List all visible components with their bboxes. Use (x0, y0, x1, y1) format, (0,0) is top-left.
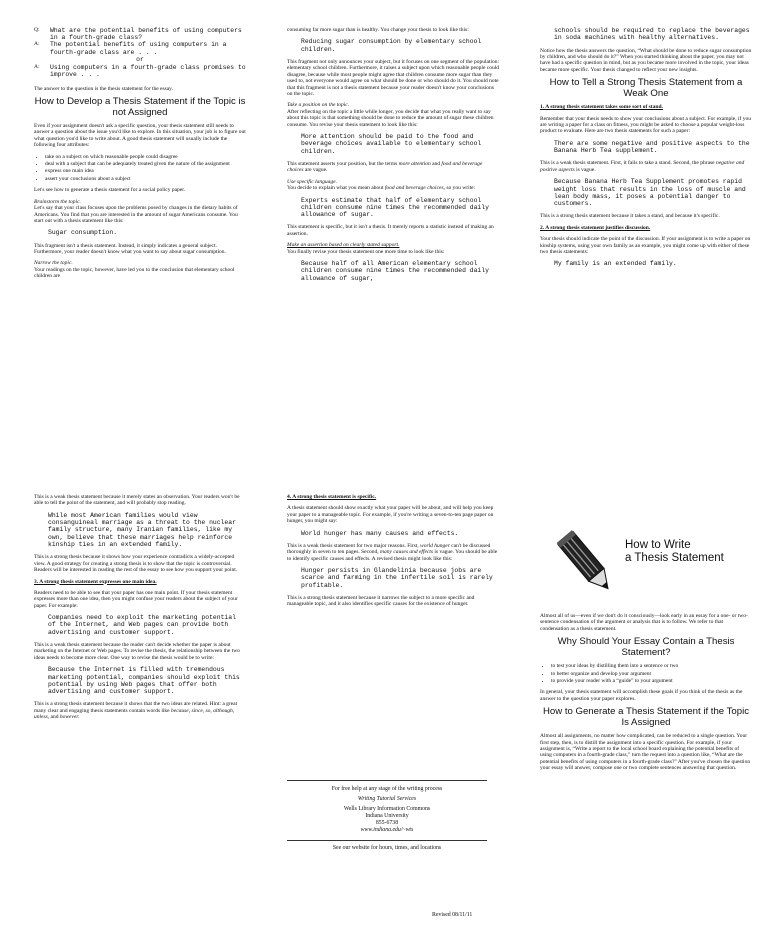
footer-line: See our website for hours, times, and locations (332, 845, 442, 851)
list-item: • take on a subject on which reasonable people could disagree (45, 154, 246, 160)
heading-why: Why Should Your Essay Contain a Thesis Statement? (557, 636, 735, 658)
heading-develop: How to Develop a Thesis Statement if the Topic is not Assigned (34, 96, 246, 118)
example-thesis: While most American families would view consanguineal marriage as a threat to the nuclear family structure, many Iranian families, like my own, believe that these marriages help reinforce kinship ties in an extended family. (48, 511, 236, 548)
paragraph: Almost all of us—even if we don't do it consciously—look early in an essay for a one- or two-sentence condensation of the argument or analysis that is to follow. We refer to that condensation as a thesis statement. (540, 613, 748, 632)
paragraph: This is a strong thesis statement because it takes a stand, and because it's specific. (540, 213, 720, 220)
paragraph (287, 185, 499, 191)
heading-strong-weak: How to Tell a Strong Thesis Statement from a Weak One (549, 77, 743, 99)
italic-span: many causes and effects (380, 549, 434, 556)
text-span: is vague. You should be able to identify specific causes and effects. A revised thesis might look like this: (287, 549, 498, 562)
reasons-list (540, 663, 752, 684)
example-thesis: There are some negative and positive aspects to the Banana Herb Tea supplement. (554, 139, 750, 155)
paragraph: This fragment isn't a thesis statement. Instead, it simply indicates a general subject. Furthermore, your reader doesn't know what you want to say about sugar consumption. (34, 242, 226, 256)
column-4 (34, 494, 246, 726)
text-span: and (430, 160, 442, 167)
revised-date: Revised 08/11/11 (432, 912, 473, 918)
paragraph: Let's say that your class focuses upon the problems posed by changes in the dietary habits of Americans. You find that you are interested in the amount of sugar Americans consume. You start out with a thesis statement like this: (34, 205, 238, 224)
paragraph: A thesis statement should show exactly what your paper will be about, and will help you keep your paper to a manageable topic. For example, if you're writing a seven-to-ten page paper on hunger, you might say: (287, 505, 494, 525)
a2-text: Using computers in a fourth-grade class promises to improve . . . (50, 64, 246, 79)
italic-span: because, since, so, although, unless, (34, 707, 235, 721)
example-thesis: World hunger has many causes and effects. (301, 529, 459, 537)
example-thesis: Because the Internet is filled with tremendous marketing potential, companies should exploit this potential by using Web pages that offer both advertising and customer support. (48, 666, 240, 696)
text-span: You decide to explain what you mean about (287, 185, 385, 192)
footer-org: Writing Tutorial Services (357, 796, 417, 802)
paragraph: You finally revise your thesis statement one more time to look like this: (287, 248, 445, 255)
a1-text: The potential benefits of using computers in a fourth-grade class are . . . (50, 41, 227, 56)
footer-line: Indiana University (365, 813, 409, 819)
paragraph: This is a strong thesis statement because it narrows the subject to a more specific and manageable topic, and it also identifies specific causes for the existence of hunger. (287, 595, 475, 608)
paragraph: consuming far more sugar than is healthy. You change your thesis to look like this: (287, 27, 469, 33)
clear-label: Make an assertion based on clearly stated support. (287, 242, 400, 249)
text-span: , so you write: (443, 185, 476, 192)
title-line: How to Write (625, 539, 691, 551)
example-thesis: Because half of all American elementary school children consume nine times the recommended daily allowance of sugar, (301, 260, 489, 282)
text-span: can't be discussed thoroughly in seven to ten pages. Second, (287, 542, 491, 556)
doc-title (625, 539, 724, 564)
italic-span: food and beverage choices (384, 185, 444, 192)
specific-label: Use specific language. (287, 178, 337, 185)
paragraph (34, 701, 246, 720)
divider (287, 780, 487, 781)
paragraph: This is a weak thesis statement because the reader can't decide whether the paper is about marketing on the Internet or Web pages. To revise the thesis, the relationship between the two ideas needs to become more clear. One way to revise the thesis would be to write: (34, 642, 240, 661)
example-thesis: My family is an extended family. (554, 260, 677, 268)
footer-url[interactable]: www.indiana.edu/~wts (360, 827, 414, 833)
column-3 (540, 27, 752, 274)
subheading: 3. A strong thesis statement expresses one main idea. (34, 578, 157, 585)
paragraph: Let's see how to generate a thesis statement for a social policy paper. (34, 187, 186, 194)
text-span: This is a weak thesis statement for two major reasons. First, (287, 542, 421, 549)
example-thesis: schools should be required to replace the beverages in soda machines with healthy alternatives. (554, 27, 750, 42)
text-span: is vague. (574, 166, 596, 173)
list-item: • to better organize and develop your argument (551, 671, 752, 677)
example-thesis: Because Banana Herb Tea Supplement promotes rapid weight loss that results in the loss of muscle and lean body mass, it poses a potential danger to customers. (554, 178, 746, 208)
example-thesis: Experts estimate that half of elementary school children consume nine times the recommended daily allowance of sugar. (301, 196, 489, 219)
list-item: • to test your ideas by distilling them into a sentence or two (551, 663, 752, 669)
attributes-list (34, 154, 246, 183)
text-span: This is a weak thesis statement. First, it fails to take a stand. Second, the phrase (540, 160, 716, 167)
paragraph: Readers need to be able to see that your paper has one main point. If your thesis statement expresses more than one idea, then you might confuse your readers about the subject of your paper. For example: (34, 589, 238, 609)
paragraph: Almost all assignments, no matter how complicated, can be reduced to a single question. Your first step, then, is to distill the assignment into a specific question. For example, if your assignment is, “Write a report to the local school board explaining the potential benefits of using computers in a fourth-grade class,” turn the request into a question like, “What are the potential benefits of using computers in a fourth-grade class?” After you've chosen the question your essay will answer, compose one or two complete sentences answering that question. (540, 733, 751, 772)
narrow-label: Narrow the topic. (34, 260, 73, 267)
title-line: a Thesis Statement (625, 551, 724, 564)
text-span: This statement asserts your position, but the terms (287, 160, 399, 167)
list-item: • assert your conclusions about a subject (45, 176, 246, 182)
example-thesis: More attention should be paid to the food and beverage choices available to elementary school children. (301, 133, 482, 155)
paragraph: Your thesis should indicate the point of the discussion. If your assignment is to write a paper on kinship systems, using your own family as an example, you might come up with either of these two thesis statements: (540, 236, 751, 256)
paragraph: Even if your assignment doesn't ask a specific question, your thesis statement still needs to answer a question about the issue you'd like to explore. In this situation, your job is to figure out what question you'd like to write about. A good thesis statement will usually include the following four attributes: (34, 123, 246, 149)
paragraph (540, 160, 752, 173)
text-span: and (49, 714, 60, 721)
column-5 (287, 494, 499, 613)
example-thesis: Reducing sugar consumption by elementary school children. (301, 38, 482, 53)
example-thesis: Sugar consumption. (48, 229, 118, 237)
italic-span: more attention (398, 160, 431, 167)
paragraph: Notice how the thesis answers the question, “What should be done to reduce sugar consumption by children, and who should do it?” When you started thinking about the paper, you may not have had a specific question in mind, but as you became more involved in the topic, your ideas became more specific. Your thesis changed to reflect your new insights. (540, 47, 752, 73)
italic-span: however. (59, 714, 80, 721)
column-1 (34, 27, 246, 285)
paragraph: After reflecting on the topic a little while longer, you decide that what you really want to say about this topic is that something should be done to reduce the amount of sugar these children consume. You revise your thesis statement to look like this: (287, 108, 494, 128)
paragraph: Remember that your thesis needs to show your conclusions about a subject. For example, if you are writing a paper for a class on fitness, you might be asked to choose a popular weight-loss product to evaluate. Here are two thesis statements for such a paper: (540, 115, 751, 135)
text-span: This is a strong thesis statement because it shows that the two ideas are related. Hint: a great many clear and engaging thesis statements contain words like (34, 701, 238, 714)
q-label: Q: (34, 27, 40, 33)
q-text: What are the potential benefits of using computers in a fourth-grade class? (50, 27, 242, 42)
list-item: • to provide your reader with a “guide” to your argument (551, 678, 752, 684)
list-item: • deal with a subject that can be adequately treated given the nature of the assignment (45, 161, 246, 167)
column-2 (287, 27, 499, 288)
heading-generate: How to Generate a Thesis Statement if the Topic Is Assigned (542, 706, 750, 728)
paragraph: This is a weak thesis statement because it merely states an observation. Your readers won't be able to tell the point of the statement, and will probably stop reading. (34, 494, 240, 507)
footer-phone: 855-6738 (375, 820, 399, 826)
or-text: or (136, 55, 144, 63)
paragraph (287, 161, 499, 174)
italic-span: food and beverage choices (287, 160, 483, 174)
subheading: 1. A strong thesis statement takes some sort of stand. (540, 104, 663, 111)
subheading: 2. A strong thesis statement justifies discussion. (540, 224, 651, 231)
paragraph: Your readings on the topic, however, have led you to the conclusion that elementary school children are (34, 266, 235, 280)
question-answer-block (34, 27, 246, 79)
brainstorm-label: Brainstorm the topic. (34, 198, 81, 205)
subheading: 4. A strong thesis statement is specific. (287, 494, 377, 500)
title-block (553, 523, 768, 613)
footer-line: Wells Library Information Commons (343, 806, 431, 812)
paragraph: In general, your thesis statement will accomplish these goals if you think of the thesis as the answer to the question your paper explores. (540, 689, 743, 702)
example-thesis: Companies need to exploit the marketing potential of the Internet, and Web pages can provide both advertising and customer support. (48, 614, 236, 636)
paragraph: This is a strong thesis because it shows how your experience contradicts a widely-accepted view. A good strategy for creating a strong thesis is to show that the topic is controversial. Readers will be interested in reading the rest of the essay to see how you support your point. (34, 554, 238, 574)
example-thesis: Hunger persists in Glandelinia because jobs are scarce and farming in the infertile soil is rarely profitable. (301, 567, 493, 589)
text-span: are vague. (303, 167, 328, 174)
position-label: Take a position on the topic. (287, 102, 350, 109)
italic-span: world hunger (420, 542, 450, 549)
paragraph: The answer to the question is the thesis statement for the essay. (34, 85, 173, 92)
paragraph (287, 543, 499, 562)
divider (287, 840, 487, 841)
footer-line: For free help at any stage of the writing process (331, 786, 443, 792)
a2-label: A: (34, 64, 40, 71)
column-6 (540, 613, 752, 777)
paragraph: This fragment not only announces your subject, but it focuses on one segment of the population: elementary school children. Furthermore, it raises a subject upon which reasonable people could disagree, because while most people might agree that children consume more sugar than they used to, not everyone would agree on what should be done or who should do it. You should note that this fragment is not a thesis statement because your reader doesn't know your conclusions on the topic. (287, 59, 500, 98)
paragraph: This statement is specific, but it isn't a thesis. It merely reports a statistic instead of making an assertion. (287, 224, 494, 237)
pencil-icon (555, 529, 617, 599)
footer (287, 776, 487, 852)
italic-span: negative and positive aspects (540, 160, 745, 173)
a1-label: A: (34, 41, 40, 48)
list-item: • express one main idea (45, 168, 246, 174)
